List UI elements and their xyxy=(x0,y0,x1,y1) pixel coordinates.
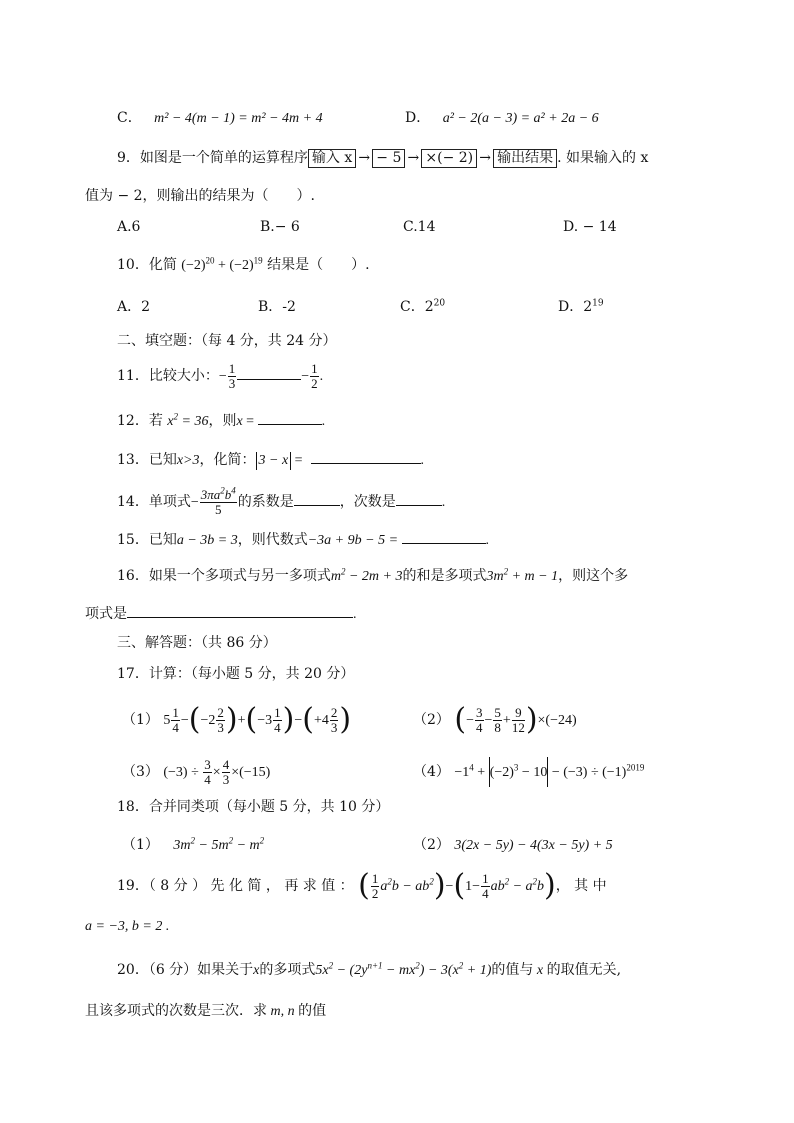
q10-suffix: 结果是（ ）. xyxy=(267,257,370,273)
q14-text: 14．单项式 xyxy=(117,494,191,510)
q10-expr: $(-2)^{20} + (-2)^{19}$ xyxy=(181,255,263,273)
q12-line: 12．若 $x^2 = 36$，则x = . xyxy=(117,411,326,429)
q8-option-d-expr: a² − 2(a − 3) = a² + 2a − 6 xyxy=(442,111,599,126)
answer-blank[interactable] xyxy=(127,603,353,618)
q20-mid3: 的取值无关, xyxy=(546,962,622,978)
q8-option-c xyxy=(117,108,323,129)
part-label: （2） xyxy=(413,837,450,853)
q10-option-d xyxy=(558,297,604,317)
q15-text: 15．已知 xyxy=(117,532,177,548)
q12-text: 12．若 xyxy=(117,413,163,429)
q15-mid: ，则代数式 xyxy=(237,532,308,548)
q16-line2-text: 项式是 xyxy=(85,606,127,622)
exponent: 19 xyxy=(592,298,604,309)
q13-condition: x>3 xyxy=(176,453,200,468)
option-label: D． xyxy=(405,110,431,126)
flow-box-minus5: − 5 xyxy=(372,149,405,168)
answer-blank[interactable] xyxy=(396,491,442,506)
answer-blank[interactable] xyxy=(311,449,421,464)
q15-line: 15．已知a − 3b = 3，则代数式−3a + 9b − 5 = . xyxy=(117,529,489,551)
flow-box-times: ×(− 2) xyxy=(421,149,477,168)
q9-prefix: 9．如图是一个简单的运算程序 xyxy=(117,150,308,166)
q20-line1: 20．（6 分）如果关于x的多项式$5x^2 - (2y^{n+1} - mx^2) - 3(x^2 + 1)$的值与 x 的取值无关, xyxy=(117,960,622,978)
q9-suffix: . 如果输入的 x xyxy=(557,150,649,166)
q10-prefix: 10．化简 xyxy=(117,257,177,273)
flow-box-input: 输入 x xyxy=(308,149,356,168)
fraction: $\frac{1}{3}$ xyxy=(228,360,236,391)
q17-title: 17．计算：（每小题 5 分，共 20 分） xyxy=(117,666,355,682)
part-label: （3） xyxy=(122,764,159,780)
answer-blank[interactable] xyxy=(258,410,322,425)
flow-box-output: 输出结果 xyxy=(493,149,557,168)
q18-title: 18．合并同类项（每小题 5 分，共 10 分） xyxy=(117,799,390,815)
option-text: D．2 xyxy=(558,299,593,315)
q20-line2-end: 的值 xyxy=(298,1003,327,1019)
section-2-title: 二、填空题：（每 4 分，共 24 分） xyxy=(117,333,337,349)
abs-expr: 3 − x xyxy=(256,452,292,470)
arrow-icon: → xyxy=(407,150,420,166)
q14-mid1: 的系数是 xyxy=(237,494,294,510)
q20-mid2: 的值与 xyxy=(491,962,534,978)
fraction: $\frac{3\pi a^2b^4}{5}$ xyxy=(200,485,236,517)
q10-option-c xyxy=(400,297,445,317)
q9-option-b: B.− 6 xyxy=(260,219,300,235)
q10-line xyxy=(117,255,370,276)
q18-part2: （2） 3(2x − 5y) − 4(3x − 5y) + 5 xyxy=(413,837,613,853)
q12-mid: ，则 xyxy=(208,413,237,429)
q17-part3: （3） (−3) ÷ $\frac{3}{4}$ × $\frac{4}{3}$ ×(−15) xyxy=(122,756,271,787)
q10-option-a: A．2 xyxy=(117,299,151,315)
arrow-icon: → xyxy=(479,150,491,166)
answer-blank[interactable] xyxy=(402,529,486,544)
q16-text-b: 的和是多项式 xyxy=(402,568,487,584)
q8-option-c-expr: m² − 4(m − 1) = m² − 4m + 4 xyxy=(154,111,323,126)
q16-text-c: ，则这个多 xyxy=(558,568,629,584)
answer-blank[interactable] xyxy=(294,491,340,506)
q9-option-c: C.14 xyxy=(403,219,436,235)
q12-expr: $x^2 = 36$ xyxy=(167,411,209,429)
q14-line: 14．单项式− $\frac{3\pi a^2b^4}{5}$ 的系数是 ，次数是 . xyxy=(117,485,446,517)
q17-part2: （2） (− $\frac{3}{4}$ − $\frac{5}{8}$ + $\frac{9}{12}$ )×(−24) xyxy=(413,702,577,737)
option-text: C．2 xyxy=(400,299,434,315)
fraction: $\frac{1}{2}$ xyxy=(311,360,318,391)
q16-line1: 16．如果一个多项式与另一多项式$m^2 - 2m + 3$的和是多项式$3m^2 + m - 1$，则这个多 xyxy=(117,566,629,584)
answer-blank[interactable] xyxy=(237,365,301,380)
q19-line1: 19．（ 8 分 ） 先 化 简 ， 再 求 值 ： ( $\frac{1}{2}$ $a^2b - ab^2)-(1-$ $\frac{1}{4}$ $ab^2 - a^2b$)， 其 中 xyxy=(117,868,607,903)
q16-line2: 项式是 . xyxy=(85,603,357,625)
q9-option-a: A.6 xyxy=(117,219,141,235)
q14-mid2: ，次数是 xyxy=(339,494,396,510)
exponent: 20 xyxy=(433,298,446,309)
q11-line: 11．比较大小：− $\frac{1}{3}$ − $\frac{1}{2}$ . xyxy=(117,360,324,391)
q20-prefix: 20．（6 分）如果关于 xyxy=(117,962,254,978)
q20-line2-text: 且该多项式的次数是三次．求 xyxy=(85,1003,267,1019)
q16-text-a: 16．如果一个多项式与另一多项式 xyxy=(117,568,331,584)
q13-text: 13．已知 xyxy=(117,452,177,468)
option-label: C． xyxy=(117,110,142,126)
q9-line2: 值为 − 2，则输出的结果为（ ）. xyxy=(85,188,315,204)
q9-line1 xyxy=(117,148,648,168)
q13-line: 13．已知x>3，化简： 3 − x = . xyxy=(117,449,424,471)
part-label: （2） xyxy=(413,712,450,728)
q19-line2: a = −3, b = 2 . xyxy=(85,919,170,934)
q19-prefix: 19．（ 8 分 ） 先 化 简 ， 再 求 值 ： xyxy=(117,878,354,894)
q13-mid: ，化简： xyxy=(199,452,256,468)
q10-option-b: B．-2 xyxy=(258,299,296,315)
q18-part1: （1） $3m^2 - 5m^2 - m^2$ xyxy=(122,835,265,853)
part-label: （4） xyxy=(413,764,450,780)
q11-text: 11．比较大小： xyxy=(117,368,219,384)
q17-part1: （1） 5 $\frac{1}{4}$ −(−2 $\frac{2}{3}$ )+(−3 $\frac{1}{4}$ )−(+4 $\frac{2}{3}$ ) xyxy=(122,702,352,737)
q20-mid1: 的多项式 xyxy=(259,962,316,978)
q9-option-d: D. − 14 xyxy=(563,219,617,235)
q17-part4: $(4) -1^4 + (-2)^3 - 10 - (-3) \div (-1)^{2019}$ xyxy=(413,752,644,793)
arrow-icon: → xyxy=(358,150,371,166)
q19-suffix: ， 其 中 xyxy=(555,878,607,894)
q8-option-d xyxy=(405,108,599,129)
part-label: （1） xyxy=(122,712,159,728)
q20-line2: 且该多项式的次数是三次．求 m, n 的值 xyxy=(85,1003,327,1019)
part-label: （1） xyxy=(122,837,159,853)
section-3-title: 三、解答题：（共 86 分） xyxy=(117,635,277,651)
